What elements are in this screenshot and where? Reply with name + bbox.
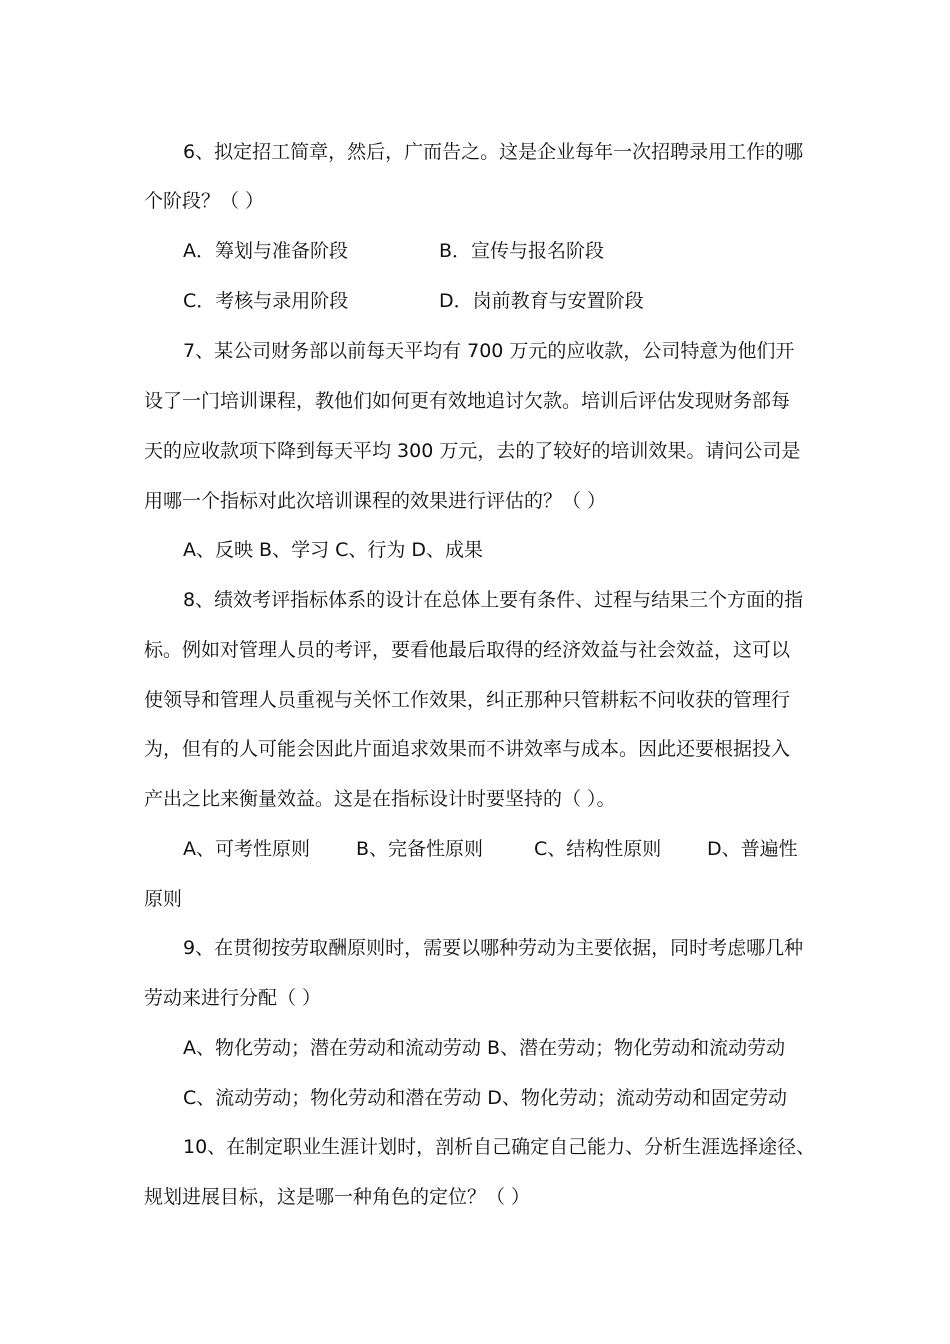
q7-options: A、反映 B、学习 C、行为 D、成果 <box>183 539 484 561</box>
q8-option-a: A、可考性原则 <box>183 838 310 860</box>
q6-option-a: A．筹划与准备阶段 <box>183 240 348 262</box>
q9-options-row-1: A、物化劳动；潜在劳动和流动劳动 B、潜在劳动；物化劳动和流动劳动 <box>183 1037 786 1059</box>
q9-stem-line-2: 劳动来进行分配（ ） <box>144 987 322 1009</box>
q6-stem-line-1: 6、拟定招工简章，然后，广而告之。这是企业每年一次招聘录用工作的哪 <box>183 141 804 163</box>
q10-stem-line-2: 规划进展目标，这是哪一种角色的定位？（ ） <box>144 1186 531 1208</box>
q8-option-d-continuation: 原则 <box>144 888 183 910</box>
q8-stem-line-3: 使领导和管理人员重视与关怀工作效果，纠正那种只管耕耘不问收获的管理行 <box>144 689 791 711</box>
q6-option-c: C．考核与录用阶段 <box>183 290 349 312</box>
q8-option-c: C、结构性原则 <box>534 838 662 860</box>
q10-stem-line-1: 10、在制定职业生涯计划时，剖析自己确定自己能力、分析生涯选择途径、 <box>183 1136 816 1158</box>
q8-option-d: D、普遍性 <box>707 838 798 860</box>
q6-stem-line-2: 个阶段？（ ） <box>144 190 265 212</box>
q6-option-d: D．岗前教育与安置阶段 <box>439 290 644 312</box>
q7-stem-line-2: 设了一门培训课程，教他们如何更有效地追讨欠款。培训后评估发现财务部每 <box>144 390 791 412</box>
q7-stem-line-1: 7、某公司财务部以前每天平均有 700 万元的应收款，公司特意为他们开 <box>183 340 795 362</box>
q8-stem-line-1: 8、绩效考评指标体系的设计在总体上要有条件、过程与结果三个方面的指 <box>183 589 804 611</box>
q8-stem-line-4: 为，但有的人可能会因此片面追求效果而不讲效率与成本。因此还要根据投入 <box>144 738 791 760</box>
q7-stem-line-4: 用哪一个指标对此次培训课程的效果进行评估的？（ ） <box>144 490 607 512</box>
q9-options-row-2: C、流动劳动；物化劳动和潜在劳动 D、物化劳动；流动劳动和固定劳动 <box>183 1087 787 1109</box>
q6-option-b: B．宣传与报名阶段 <box>439 240 605 262</box>
q8-option-b: B、完备性原则 <box>356 838 484 860</box>
q8-stem-line-2: 标。例如对管理人员的考评，要看他最后取得的经济效益与社会效益，这可以 <box>144 639 791 661</box>
q7-stem-line-3: 天的应收款项下降到每天平均 300 万元，去的了较好的培训效果。请问公司是 <box>144 440 801 462</box>
q9-stem-line-1: 9、在贯彻按劳取酬原则时，需要以哪种劳动为主要依据，同时考虑哪几种 <box>183 937 804 959</box>
q8-stem-line-5: 产出之比来衡量效益。这是在指标设计时要坚持的（ ）。 <box>144 788 616 810</box>
